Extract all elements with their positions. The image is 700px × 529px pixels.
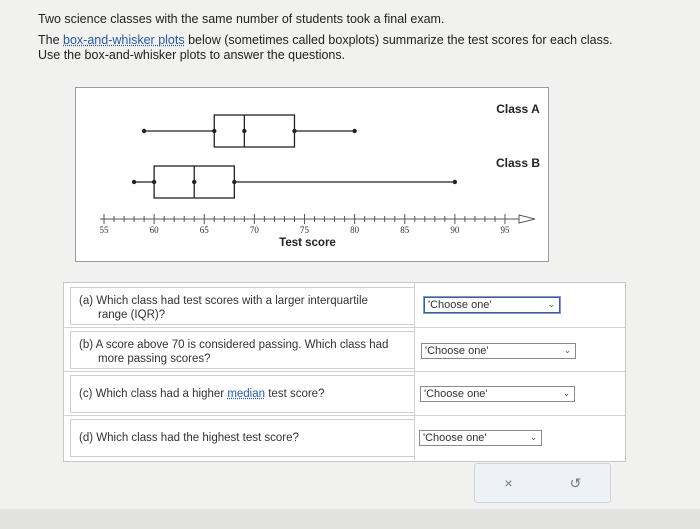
question-cell: [70, 419, 415, 457]
question-line: range (IQR)?: [98, 309, 166, 321]
x-axis-arrow: [519, 215, 535, 223]
undo-icon: ↺: [569, 475, 582, 491]
x-tick-label: 85: [400, 225, 410, 235]
answer-cell: [414, 415, 626, 460]
boxplot-definition-link[interactable]: box-and-whisker plots: [63, 33, 185, 47]
x-tick-label: 55: [99, 225, 109, 235]
question-cell: [70, 375, 415, 413]
iqr-box: [214, 115, 294, 147]
question-text: [79, 338, 404, 366]
question-line: more passing scores?: [98, 353, 211, 365]
question-row-d: [64, 415, 625, 460]
x-axis-label: Test score: [279, 237, 336, 249]
chevron-down-icon: ⌄: [529, 432, 538, 442]
questions-table: [63, 282, 626, 462]
dropdown-value: 'Choose one': [423, 432, 487, 444]
chevron-down-icon: ⌄: [562, 388, 571, 398]
question-row-a: [64, 283, 625, 328]
intro-text: Two science classes with the same number of students took a final exam.: [38, 12, 445, 26]
instructions: [38, 33, 613, 63]
five-number-point: [232, 180, 236, 184]
x-tick-label: 60: [149, 225, 159, 235]
x-tick-label: 95: [500, 225, 510, 235]
answer-cell: [414, 283, 626, 327]
dropdown-value: 'Choose one': [424, 388, 488, 400]
five-number-point: [132, 180, 136, 184]
five-number-point: [242, 129, 246, 133]
question-row-c: [64, 371, 625, 416]
x-tick-label: 70: [249, 225, 259, 235]
question-text: [79, 294, 404, 322]
action-buttons: [474, 463, 611, 503]
question-cell: [70, 331, 415, 369]
answer-dropdown-b[interactable]: [421, 343, 576, 359]
x-tick-label: 90: [450, 225, 460, 235]
question-row-b: [64, 327, 625, 372]
five-number-point: [142, 129, 146, 133]
instructions-rest: below (sometimes called boxplots) summarize the test scores for each class.: [184, 33, 613, 47]
question-letter: (c): [79, 388, 93, 400]
five-number-point: [292, 129, 296, 133]
chevron-down-icon: ⌄: [547, 299, 556, 309]
question-line: test score?: [265, 388, 325, 400]
question-line: A score above 70 is considered passing. Which class had: [95, 339, 389, 351]
answer-dropdown-a[interactable]: [424, 297, 560, 313]
series-label: Class B: [495, 156, 541, 170]
question-line: Which class had test scores with a larger interquartile: [96, 295, 368, 307]
question-letter: (d): [79, 432, 94, 444]
dropdown-value: 'Choose one': [428, 299, 492, 311]
undo-button[interactable]: [542, 464, 609, 502]
five-number-point: [212, 129, 216, 133]
x-tick-label: 75: [300, 225, 309, 235]
series-label: Class A: [496, 102, 540, 116]
bottom-bar: [0, 509, 700, 529]
question-line: Which class had a higher: [95, 388, 228, 400]
dropdown-value: 'Choose one': [425, 345, 489, 357]
close-icon: ×: [504, 475, 513, 491]
question-cell: [70, 287, 415, 325]
clear-button[interactable]: [475, 464, 542, 502]
five-number-point: [352, 129, 356, 133]
x-tick-label: 65: [199, 225, 209, 235]
five-number-point: [152, 180, 156, 184]
instructions-prefix: The: [38, 33, 64, 47]
boxplot-figure: [75, 87, 549, 262]
instructions-line2: Use the box-and-whisker plots to answer the questions.: [38, 48, 346, 62]
question-text: [79, 431, 404, 445]
answer-cell: [414, 327, 626, 371]
five-number-point: [192, 180, 196, 184]
question-line: Which class had the highest test score?: [96, 432, 299, 444]
question-text: [79, 387, 404, 401]
answer-dropdown-d[interactable]: [419, 430, 542, 446]
answer-cell: [414, 371, 626, 415]
median-definition-link[interactable]: median: [227, 388, 266, 400]
question-letter: (a): [79, 295, 94, 307]
question-letter: (b): [79, 339, 94, 351]
x-tick-label: 80: [350, 225, 360, 235]
five-number-point: [453, 180, 457, 184]
chevron-down-icon: ⌄: [563, 345, 572, 355]
answer-dropdown-c[interactable]: [420, 386, 575, 402]
boxplot-chart: [76, 88, 548, 261]
